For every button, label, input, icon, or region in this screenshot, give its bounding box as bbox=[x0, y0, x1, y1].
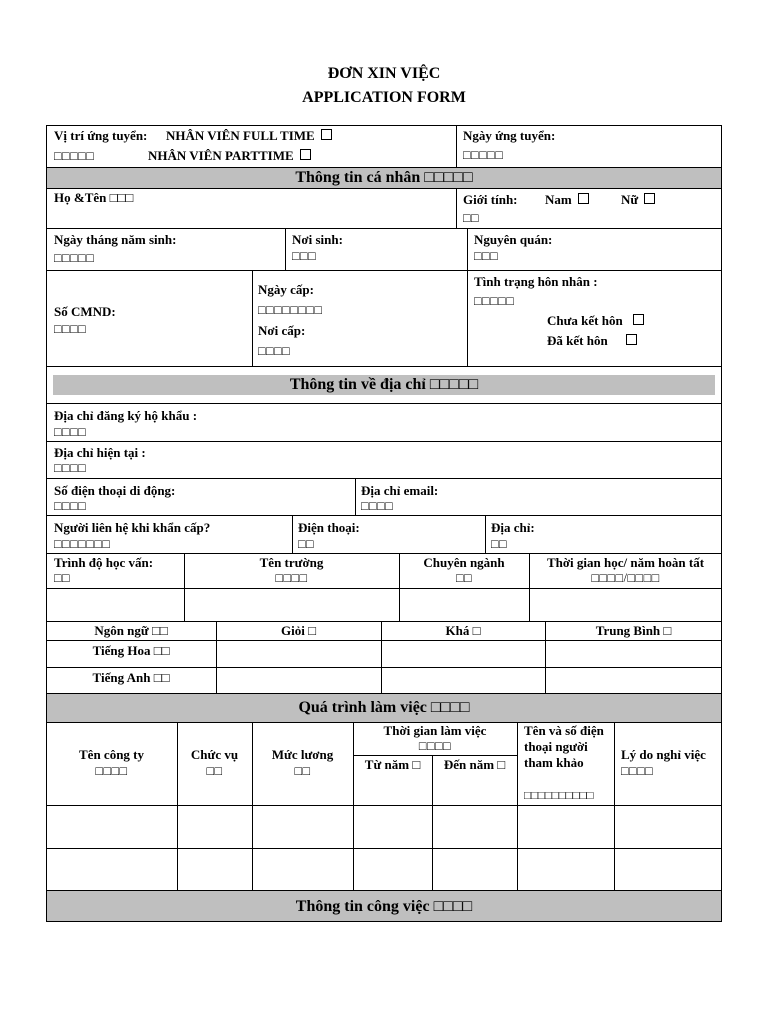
hometown-label: Nguyên quán: bbox=[474, 232, 553, 247]
full-time-label: NHÂN VIÊN FULL TIME bbox=[166, 128, 315, 143]
address-info-header: Thông tin về địa chỉ □□□□□ bbox=[289, 376, 479, 393]
birthplace-label: Nơi sinh: bbox=[292, 232, 343, 247]
marital-cn: □□□□□ bbox=[474, 294, 515, 308]
language-header: Ngôn ngữ □□ bbox=[94, 623, 168, 638]
dob-label: Ngày tháng năm sinh: bbox=[54, 232, 177, 247]
education-level-label: Trình độ học vấn: bbox=[54, 555, 154, 570]
hometown-cn: □□□ bbox=[474, 249, 499, 263]
full-time-option[interactable] bbox=[166, 128, 332, 144]
single-checkbox[interactable] bbox=[633, 314, 644, 325]
male-checkbox[interactable] bbox=[578, 193, 589, 204]
salary-label: Mức lương bbox=[271, 747, 334, 762]
gender-label: Giới tính: bbox=[463, 192, 518, 207]
current-address-cn: □□□□ bbox=[54, 461, 87, 475]
email-cn: □□□□ bbox=[361, 499, 394, 513]
school-name-label: Tên trường bbox=[259, 555, 324, 570]
company-name-label: Tên công ty bbox=[79, 747, 144, 762]
part-time-label: NHÂN VIÊN PARTTIME bbox=[148, 148, 294, 163]
married-checkbox[interactable] bbox=[626, 334, 637, 345]
registered-address-cn: □□□□ bbox=[54, 425, 87, 439]
school-name-cn: □□□□ bbox=[275, 571, 308, 585]
from-year-label: Từ năm □ bbox=[364, 757, 421, 772]
id-label: Số CMND: bbox=[54, 304, 116, 319]
gender-cn: □□ bbox=[463, 211, 480, 225]
emergency-contact-label: Người liên hệ khi khẩn cấp? bbox=[54, 520, 211, 535]
study-period-label: Thời gian học/ năm hoàn tất bbox=[546, 555, 705, 570]
mobile-cn: □□□□ bbox=[54, 499, 87, 513]
gender-male-option[interactable]: Nam bbox=[545, 192, 589, 208]
emergency-address-label: Địa chỉ: bbox=[491, 520, 535, 535]
married-option[interactable]: Đã kết hôn bbox=[547, 333, 637, 349]
work-period-cn: □□□□ bbox=[418, 739, 452, 753]
part-time-checkbox[interactable] bbox=[300, 149, 311, 160]
form-title-en: APPLICATION FORM bbox=[302, 89, 466, 106]
leave-reason-cn: □□□□ bbox=[621, 764, 654, 778]
registered-address-label: Địa chỉ đăng ký hộ khẩu : bbox=[54, 408, 198, 423]
gender-female-option[interactable]: Nữ bbox=[621, 192, 655, 208]
female-checkbox[interactable] bbox=[644, 193, 655, 204]
emergency-contact-cn: □□□□□□□ bbox=[54, 537, 111, 551]
leave-reason-label: Lý do nghỉ việc bbox=[621, 747, 706, 762]
job-title-label: Chức vụ bbox=[190, 747, 239, 762]
work-period-label: Thời gian làm việc bbox=[383, 723, 487, 738]
language-english: Tiếng Anh □□ bbox=[92, 670, 170, 685]
job-info-header: Thông tin công việc □□□□ bbox=[295, 898, 473, 915]
personal-info-header: Thông tin cá nhân □□□□□ bbox=[295, 169, 473, 186]
level-fair-header: Khá □ bbox=[445, 623, 481, 638]
level-average-header: Trung Bình □ bbox=[595, 623, 672, 638]
company-name-cn: □□□□ bbox=[95, 764, 128, 778]
study-period-cn: □□□□/□□□□ bbox=[591, 571, 660, 585]
apply-date-cn: □□□□□ bbox=[463, 148, 504, 162]
dob-cn: □□□□□ bbox=[54, 251, 95, 265]
emergency-phone-cn: □□ bbox=[298, 537, 315, 551]
reference-label: Tên và số điện thoại người tham khảo bbox=[524, 723, 604, 770]
current-address-label: Địa chỉ hiện tại : bbox=[54, 445, 146, 460]
to-year-label: Đến năm □ bbox=[443, 757, 506, 772]
apply-date-label: Ngày ứng tuyển: bbox=[463, 128, 556, 143]
single-option[interactable]: Chưa kết hôn bbox=[547, 313, 644, 329]
email-label: Địa chỉ email: bbox=[361, 483, 439, 498]
education-level-cn: □□ bbox=[54, 571, 71, 585]
emergency-phone-label: Điện thoại: bbox=[298, 520, 360, 535]
job-title-cn: □□ bbox=[206, 764, 223, 778]
position-label: Vị trí ứng tuyển: bbox=[54, 128, 148, 143]
level-good-header: Giỏi □ bbox=[281, 623, 316, 638]
salary-cn: □□ bbox=[294, 764, 311, 778]
emergency-address-cn: □□ bbox=[491, 537, 508, 551]
position-label-cn: □□□□□ bbox=[54, 149, 95, 163]
full-time-checkbox[interactable] bbox=[321, 129, 332, 140]
name-label: Họ &Tên □□□ bbox=[54, 190, 134, 205]
issue-date-cn: □□□□□□□□ bbox=[258, 303, 323, 317]
marital-label: Tình trạng hôn nhân : bbox=[474, 274, 598, 289]
reference-cn: □□□□□□□□□□ bbox=[524, 790, 594, 802]
major-label: Chuyên ngành bbox=[423, 555, 505, 570]
language-chinese: Tiếng Hoa □□ bbox=[92, 643, 170, 658]
major-cn: □□ bbox=[455, 571, 473, 585]
issue-date-label: Ngày cấp: bbox=[258, 282, 314, 297]
work-history-header: Quá trình làm việc □□□□ bbox=[298, 699, 470, 716]
issue-place-label: Nơi cấp: bbox=[258, 323, 306, 338]
birthplace-cn: □□□ bbox=[292, 249, 317, 263]
form-title-vn: ĐƠN XIN VIỆC bbox=[327, 65, 441, 82]
part-time-option[interactable] bbox=[148, 148, 311, 164]
issue-place-cn: □□□□ bbox=[258, 344, 291, 358]
id-cn: □□□□ bbox=[54, 322, 87, 336]
mobile-label: Số điện thoại di động: bbox=[54, 483, 176, 498]
